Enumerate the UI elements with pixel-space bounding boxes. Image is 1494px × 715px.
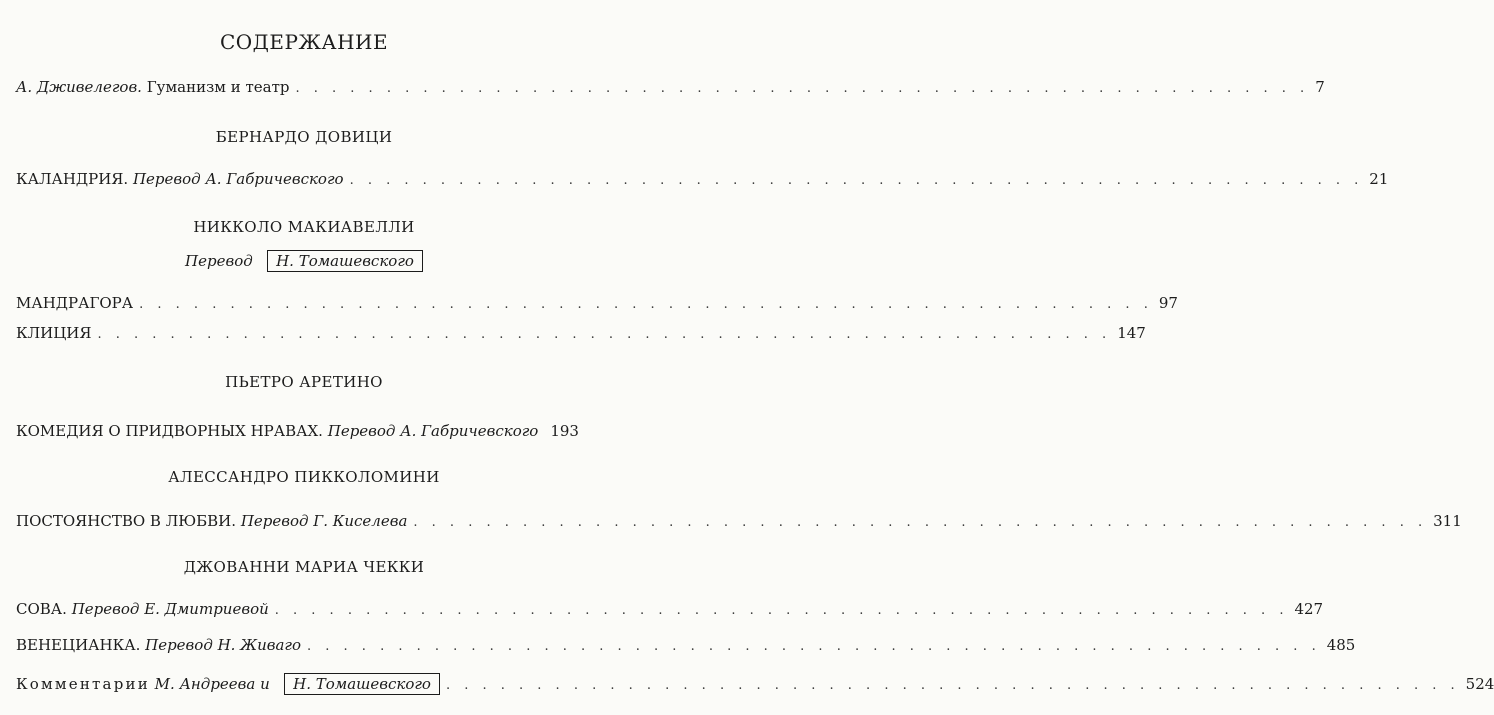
page-number: 21 (1369, 170, 1389, 188)
toc-entry-sova (16, 600, 1324, 622)
toc-entry-comments (16, 673, 1494, 695)
page-number: 311 (1433, 512, 1462, 530)
translator-boxed: Н. Томашевского (267, 250, 423, 272)
entry-translator: Перевод А. Габричевского (132, 170, 344, 188)
entry-title: КОМЕДИЯ О ПРИДВОРНЫХ НРАВАХ. (16, 422, 323, 440)
section-heading-dovizi: БЕРНАРДО ДОВИЦИ (215, 128, 393, 146)
section-heading-cecchi: ДЖОВАННИ МАРИА ЧЕККИ (183, 558, 425, 576)
toc-entry-clizia (16, 324, 1146, 346)
entry-conjunction: и (260, 675, 270, 693)
leader-dots: . . . . . . . . . . . . . . . . . . . . . . . . . . . . . . . . . . . . . . . . . . . . . . . . . . . . . . . . (349, 173, 1364, 188)
toc-entry-calandria (16, 170, 1389, 192)
leader-dots: . . . . . . . . . . . . . . . . . . . . . . . . . . . . . . . . . . . . . . . . . . . . . . . . . . . . . . . . (139, 297, 1153, 312)
entry-title: Комментарии (16, 675, 150, 693)
page-number: 485 (1326, 636, 1356, 654)
entry-author: М. Андреева (154, 675, 256, 693)
section-heading-machiavelli: НИККОЛО МАКИАВЕЛЛИ (193, 218, 415, 236)
toc-entry-intro (16, 78, 1325, 100)
page-number: 147 (1117, 324, 1146, 342)
entry-title: Гуманизм и театр (146, 78, 290, 96)
entry-title: КЛИЦИЯ (16, 324, 92, 342)
page-number: 97 (1158, 294, 1178, 312)
toc-entry-cortigiana (16, 422, 579, 444)
leader-dots: . . . . . . . . . . . . . . . . . . . . . . . . . . . . . . . . . . . . . . . . . . . . . . . . . . . . . . . . (413, 515, 1428, 530)
page-number: 524 (1465, 675, 1494, 693)
page-number: 7 (1315, 78, 1325, 96)
entry-translator: Перевод А. Габричевского (327, 422, 539, 440)
leader-dots: . . . . . . . . . . . . . . . . . . . . . . . . . . . . . . . . . . . . . . . . . . . . . . . . . . . . . . . . (445, 678, 1460, 693)
leader-dots: . . . . . . . . . . . . . . . . . . . . . . . . . . . . . . . . . . . . . . . . . . . . . . . . . . . . . . . . (274, 603, 1289, 618)
entry-title: СОВА. (16, 600, 67, 618)
entry-translator: Перевод Н. Живаго (145, 636, 302, 654)
toc-entry-veneziana (16, 636, 1356, 658)
section-translator (0, 250, 608, 272)
leader-dots: . . . . . . . . . . . . . . . . . . . . . . . . . . . . . . . . . . . . . . . . . . . . . . . . . . . . . . . . (307, 639, 1321, 654)
entry-title: КАЛАНДРИЯ. (16, 170, 129, 188)
translator-boxed: Н. Томашевского (284, 673, 440, 695)
section-heading-piccolomini: АЛЕССАНДРО ПИККОЛОМИНИ (168, 468, 440, 486)
entry-author: А. Дживелегов. (16, 78, 142, 96)
entry-translator: Перевод Г. Киселева (240, 512, 408, 530)
leader-dots: . . . . . . . . . . . . . . . . . . . . . . . . . . . . . . . . . . . . . . . . . . . . . . . . . . . . . . . . (97, 327, 1112, 342)
page-number: 193 (550, 422, 579, 440)
page-title: СОДЕРЖАНИЕ (219, 30, 389, 54)
entry-translator: Перевод Е. Дмитриевой (71, 600, 269, 618)
section-heading-aretino: ПЬЕТРО АРЕТИНО (225, 373, 383, 391)
entry-title: МАНДРАГОРА (16, 294, 134, 312)
entry-title: ВЕНЕЦИАНКА. (16, 636, 141, 654)
toc-entry-mandragola (16, 294, 1178, 316)
page-number: 427 (1294, 600, 1324, 618)
translator-prefix: Перевод (185, 252, 253, 270)
entry-title: ПОСТОЯНСТВО В ЛЮБВИ. (16, 512, 237, 530)
leader-dots: . . . . . . . . . . . . . . . . . . . . . . . . . . . . . . . . . . . . . . . . . . . . . . . . . . . . . . . . (295, 81, 1310, 96)
toc-entry-costanza (16, 512, 1462, 534)
